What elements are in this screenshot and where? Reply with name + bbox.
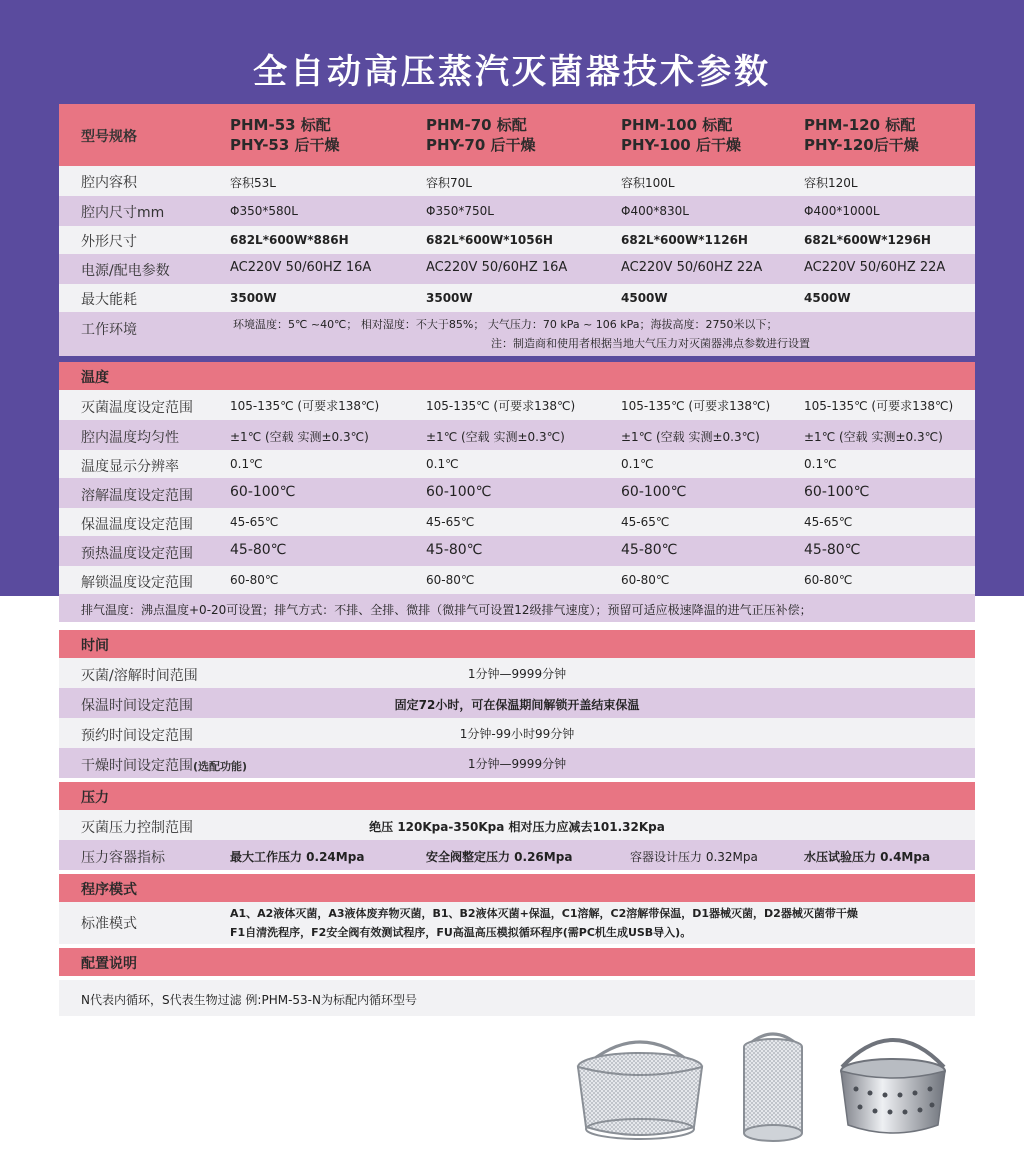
row-value: AC220V 50/60HZ 22A (804, 260, 946, 275)
basket-photos (570, 1025, 990, 1145)
spec-row-volume (59, 166, 975, 196)
wire-basket-tall (744, 1034, 802, 1141)
row-value: 45-80℃ (621, 542, 678, 558)
row-label: 灭菌/溶解时间范围 (81, 668, 198, 684)
row-value: 0.1℃ (621, 457, 654, 471)
row-label: 灭菌压力控制范围 (81, 820, 193, 836)
model-phm-100: PHM-100 标配 PHY-100 后干燥 (621, 116, 741, 154)
row-value: 绝压 120Kpa-350Kpa 相对压力应减去101.32Kpa (369, 820, 665, 834)
spec-row-max-power (59, 284, 975, 312)
row-value: 容器设计压力 0.32Mpa (630, 850, 758, 864)
wire-basket-wide (578, 1042, 702, 1139)
section-config (59, 948, 975, 976)
row-value: 1分钟—9999分钟 (467, 667, 567, 681)
row-label: 溶解温度设定范围 (81, 488, 193, 504)
row-value: 固定72小时，可在保温期间解锁开盖结束保温 (394, 698, 640, 712)
row-value: 容积53L (230, 176, 276, 190)
model-header-row (59, 104, 975, 166)
row-value: 60-100℃ (621, 484, 687, 500)
row-label: 预热温度设定范围 (81, 546, 193, 562)
steel-basket (841, 1040, 945, 1133)
row-label: 保温时间设定范围 (81, 698, 193, 714)
temp-row (59, 450, 975, 478)
section-title: 配置说明 (81, 956, 137, 972)
row-value: 105-135℃ (可要求138℃) (621, 399, 771, 413)
section-pressure (59, 782, 975, 810)
row-value: Φ400*830L (621, 204, 689, 218)
model-phm-70: PHM-70 标配 PHY-70 后干燥 (426, 116, 536, 154)
page-title: 全自动高压蒸汽灭菌器技术参数 (253, 52, 771, 92)
row-label: 电源/配电参数 (81, 263, 170, 279)
section-temperature (59, 362, 975, 390)
row-value: 45-65℃ (804, 515, 853, 529)
row-value: 安全阀整定压力 0.26Mpa (426, 850, 573, 864)
row-label: 温度显示分辨率 (81, 459, 179, 475)
environment-line: 环境温度：5℃ ~40℃； 相对湿度：不大于85%； 大气压力：70 kPa ~ 106 kPa；海拔高度：2750米以下； (233, 318, 778, 331)
row-value: 容积100L (621, 176, 675, 190)
spacer (59, 622, 975, 630)
exhaust-note: 排气温度：沸点温度+0-20可设置；排气方式：不排、全排、微排（微排气可设置12级排气速度）；预留可适应极速降温的进气正压补偿； (81, 603, 812, 617)
pressure-control-row (59, 810, 975, 840)
section-program (59, 874, 975, 902)
row-value: ±1℃ (空载 实测±0.3℃) (230, 430, 369, 444)
optional-note: (选配功能) (193, 760, 248, 773)
time-row (59, 688, 975, 718)
row-label: 最大能耗 (81, 292, 137, 308)
temp-row (59, 390, 975, 420)
section-title: 程序模式 (81, 882, 137, 898)
model-label: 型号规格 (81, 129, 137, 145)
row-value: ±1℃ (空载 实测±0.3℃) (804, 430, 943, 444)
row-value: 60-80℃ (621, 573, 670, 587)
environment-note: 注：制造商和使用者根据当地大气压力对灭菌器沸点参数进行设置 (491, 337, 810, 350)
row-label: 解锁温度设定范围 (81, 575, 193, 591)
row-value: 3500W (426, 291, 473, 305)
row-value: Φ400*1000L (804, 204, 880, 218)
section-title: 时间 (81, 638, 109, 654)
row-value: Φ350*750L (426, 204, 494, 218)
row-value: 3500W (230, 291, 277, 305)
section-time (59, 630, 975, 658)
spec-row-outer-size (59, 226, 975, 254)
model-phm-53: PHM-53 标配 PHY-53 后干燥 (230, 116, 340, 154)
row-label: 标准模式 (81, 916, 137, 932)
row-value: AC220V 50/60HZ 22A (621, 260, 763, 275)
row-value: 45-65℃ (426, 515, 475, 529)
row-value: 60-80℃ (804, 573, 853, 587)
row-value: 1分钟—9999分钟 (467, 757, 567, 771)
row-value: 60-100℃ (230, 484, 296, 500)
spec-sheet (59, 104, 975, 1016)
row-value: 水压试验压力 0.4Mpa (804, 850, 931, 864)
row-value: 容积120L (804, 176, 858, 190)
row-value: 45-80℃ (230, 542, 287, 558)
exhaust-note-row (59, 594, 975, 622)
spec-row-environment (59, 312, 975, 356)
row-value: AC220V 50/60HZ 16A (426, 260, 568, 275)
row-value: 60-80℃ (230, 573, 279, 587)
row-value: 105-135℃ (可要求138℃) (426, 399, 576, 413)
row-label: 灭菌温度设定范围 (81, 400, 193, 416)
temp-row (59, 536, 975, 566)
temp-row (59, 420, 975, 450)
row-value: 容积70L (426, 176, 472, 190)
row-label: 腔内容积 (81, 175, 137, 191)
temp-row (59, 566, 975, 594)
row-value: 45-65℃ (621, 515, 670, 529)
row-value: 682L*600W*1126H (621, 233, 748, 247)
row-value: 最大工作压力 0.24Mpa (230, 850, 365, 864)
row-label: 工作环境 (81, 322, 137, 338)
config-row (59, 980, 975, 1016)
row-value: AC220V 50/60HZ 16A (230, 260, 372, 275)
model-phm-120: PHM-120 标配 PHY-120后干燥 (804, 116, 919, 154)
spec-row-chamber-size (59, 196, 975, 226)
row-value: 4500W (804, 291, 851, 305)
row-label: 保温温度设定范围 (81, 517, 193, 533)
program-line: F1自清洗程序，F2安全阀有效测试程序，FU高温高压模拟循环程序(需PC机生成USB导入)。 (230, 926, 692, 939)
spec-row-power (59, 254, 975, 284)
row-value: 682L*600W*1296H (804, 233, 931, 247)
row-value: 60-100℃ (426, 484, 492, 500)
row-value: 0.1℃ (426, 457, 459, 471)
row-label: 腔内温度均匀性 (81, 430, 179, 446)
row-label: 预约时间设定范围 (81, 728, 193, 744)
row-value: 1分钟-99小时99分钟 (459, 727, 575, 741)
row-value: 60-80℃ (426, 573, 475, 587)
time-row (59, 658, 975, 688)
row-label: 干燥时间设定范围(选配功能) (81, 758, 248, 774)
row-value: ±1℃ (空载 实测±0.3℃) (621, 430, 760, 444)
config-text: N代表内循环，S代表生物过滤 例:PHM-53-N为标配内循环型号 (81, 993, 417, 1007)
row-value: 105-135℃ (可要求138℃) (804, 399, 954, 413)
section-title: 压力 (81, 790, 109, 806)
program-line: A1、A2液体灭菌，A3液体废弃物灭菌，B1、B2液体灭菌+保温，C1溶解，C2溶解带保温，D1器械灭菌，D2器械灭菌带干燥 (230, 907, 858, 920)
row-value: 682L*600W*1056H (426, 233, 553, 247)
program-row (59, 902, 975, 944)
row-value: 45-80℃ (804, 542, 861, 558)
row-value: 60-100℃ (804, 484, 870, 500)
row-value: 0.1℃ (230, 457, 263, 471)
row-value: 105-135℃ (可要求138℃) (230, 399, 380, 413)
temp-row (59, 508, 975, 536)
row-value: 682L*600W*886H (230, 233, 349, 247)
temp-row (59, 478, 975, 508)
row-value: 45-65℃ (230, 515, 279, 529)
row-value: 4500W (621, 291, 668, 305)
row-value: 0.1℃ (804, 457, 837, 471)
time-row (59, 748, 975, 778)
row-value: ±1℃ (空载 实测±0.3℃) (426, 430, 565, 444)
row-label: 外形尺寸 (81, 234, 137, 250)
pressure-vessel-row (59, 840, 975, 870)
row-label: 压力容器指标 (81, 850, 165, 866)
row-label: 腔内尺寸mm (81, 205, 165, 221)
row-value: Φ350*580L (230, 204, 298, 218)
time-row (59, 718, 975, 748)
section-title: 温度 (81, 370, 109, 386)
row-value: 45-80℃ (426, 542, 483, 558)
